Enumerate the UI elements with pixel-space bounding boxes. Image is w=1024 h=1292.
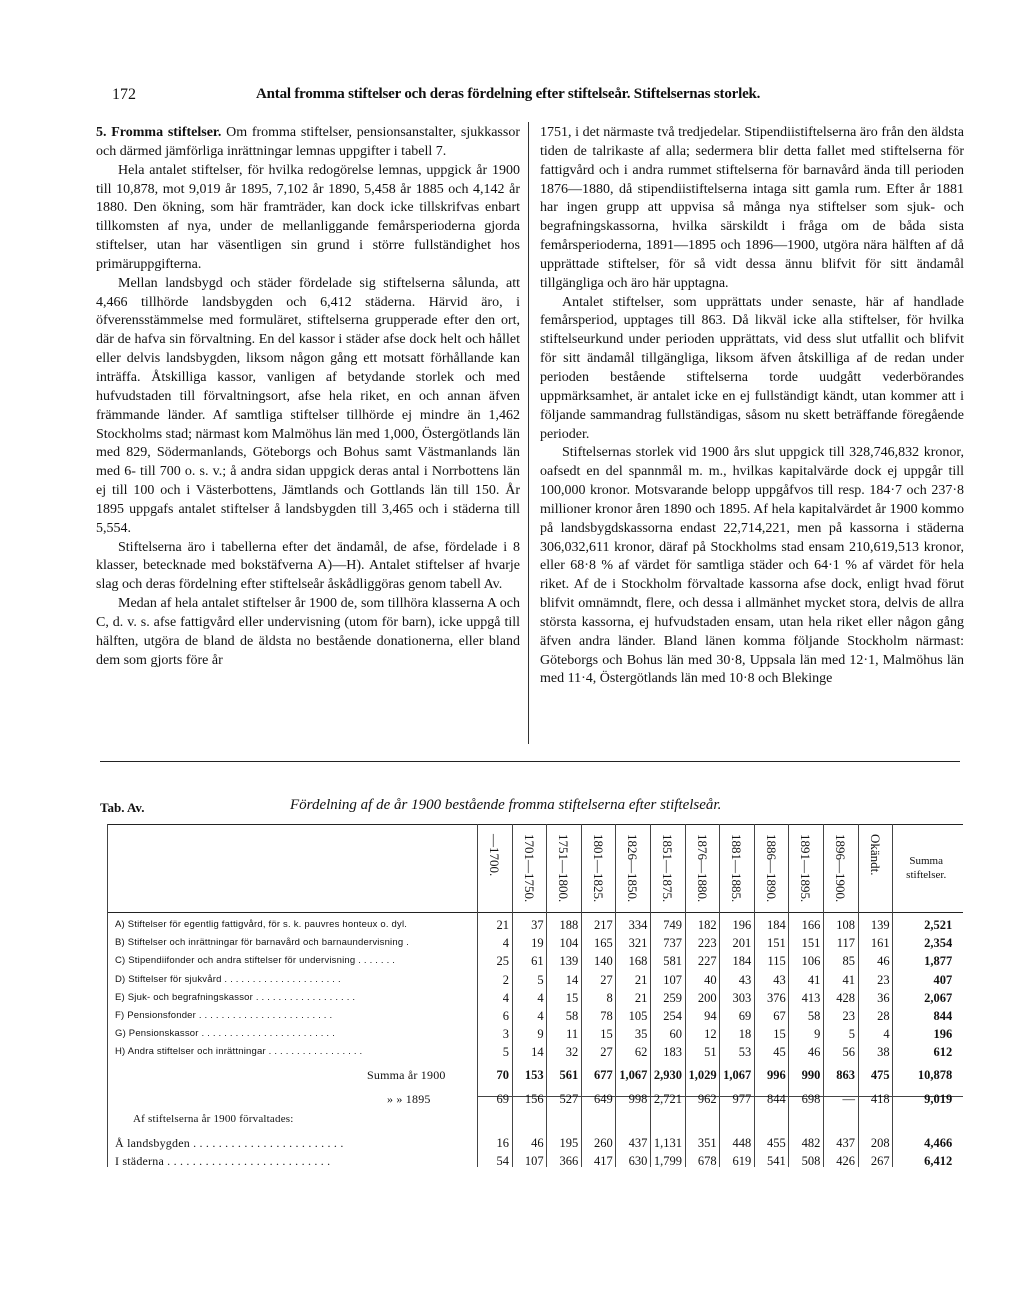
table-row [97, 971, 963, 989]
admin-header-row [97, 1110, 963, 1128]
table-cell: 43 [738, 972, 752, 987]
table-cell: 4 [502, 990, 509, 1005]
left-paragraph-3: Mellan landsbygd och städer fördelade sig stiftelserna sålunda, att 4,466 tillhörde landsbygden och 6,412 städerna. Härvid äro, i öfverensstämmelse med formuläret, stiftelserna grupperade efter den ort, där de hafva sin förvaltning. En del kassor i städer afse dock helt och hållet eller delvis landsbygden, liksom någon gång ett motsatt förhållande kan inträffa. Åtskilliga kassor, vanligen af betydande storlek och med hufvudstaden till förvaltningsort, afse hela riket, en och annan äfven främmande länder. Af samtliga stiftelser tillhörde ej mindre än 1,462 Stockholms stad; närmast kom Malmöhus län med 1,000, Östergötlands län med 829, Södermanlands, Göteborgs och Bohus samt Västmanlands län med 6- till 700 o. s. v.; å andra sidan uppgick deras antal i Norrbottens län ej till 100 och i Västerbottens, Jämtlands och Gottlands län till 150. År 1895 uppgafs antalet stiftelser å landsbygden till 3,465 och i städerna till 5,554. [96, 275, 520, 536]
column-divider [528, 122, 529, 744]
row-label: B) Stiftelser och inrättningar för barnavård och barnaundervisning . [115, 937, 410, 949]
table-cell: 351 [697, 1136, 717, 1150]
table-cell: 15 [600, 1027, 613, 1042]
table-cell: 678 [697, 1154, 717, 1168]
table-cell: 4 [883, 1027, 890, 1042]
table-cell: 23 [877, 972, 890, 987]
table-cell: 303 [732, 990, 752, 1005]
year-column-label: 1881—1885. [729, 834, 745, 903]
table-cell: 649 [594, 1092, 613, 1106]
table-cell: 698 [801, 1092, 821, 1106]
table-cell: 46 [807, 1045, 821, 1060]
table-cell: 58 [565, 1009, 579, 1023]
table-cell: 366 [559, 1154, 579, 1168]
year-column-header [547, 832, 579, 908]
table-cell: 8 [606, 990, 613, 1005]
table-cell: 1,799 [653, 1154, 682, 1168]
sum-cell: 10,878 [917, 1068, 953, 1082]
left-paragraph-4: Stiftelserna äro i tabellerna efter det ändamål, de afse, fördelade i 8 klasser, betecknade med bokstäfverna A)—H). Antalet stiftelser af hvarje slag och deras fördelning efter stiftelseår åskådliggöras genom tabell Av. [96, 539, 520, 593]
table-cell: 448 [732, 1136, 752, 1150]
table-cell: 2 [502, 972, 509, 987]
table-cell: 5 [502, 1045, 509, 1060]
table-cell: 161 [870, 936, 890, 951]
left-p1-text: Om fromma stiftelser, pensionsanstalter, sjukkassor och därmed jämförliga inrättningar lemnas uppgifter i tabell 7. [96, 125, 520, 159]
sum-cell: 2,521 [924, 918, 953, 932]
table-cell: 527 [559, 1092, 579, 1106]
table-cell: 21 [634, 972, 648, 987]
year-column-header [686, 832, 718, 908]
table-caption: Fördelning af de år 1900 bestående fromma stiftelserna efter stiftelseår. [290, 797, 722, 813]
table-cell: 1,067 [619, 1068, 648, 1082]
section-title: 5. Fromma stiftelser. [96, 125, 222, 140]
table-cell: 3 [502, 1027, 509, 1042]
table-cell: 107 [663, 972, 682, 987]
table-cell: 56 [842, 1045, 855, 1060]
table-row [97, 1043, 963, 1061]
table-cell: 28 [877, 1009, 890, 1023]
table-cell: 9 [814, 1027, 821, 1042]
table-cell: 737 [663, 936, 682, 951]
row-label: E) Sjuk- och begrafningskassor . . . . . . . . . . . . . . . . . . [115, 991, 356, 1003]
table-row [97, 1007, 963, 1025]
table-cell: 60 [669, 1027, 682, 1042]
table-cell: 619 [732, 1154, 752, 1168]
table-cell: 41 [807, 972, 821, 987]
table-cell: 223 [697, 936, 717, 951]
table-cell: 1,067 [723, 1068, 752, 1082]
summa-1900-row [97, 1066, 963, 1084]
right-paragraph-1: 1751, i det närmaste två tredjedelar. Stipendiistiftelserna äro från den äldsta tiden de talrikaste af alla; sedermera blir detta fallet med stiftelserna för fattigvård och i andra rummet stiftelserna för barnavård ända till perioden 1876—1880, då stipendiistiftelserna intaga sitt gamla rum. Efter år 1881 har ingen grupp att uppvisa så många nya stiftelser som sjuk- och begrafningskassorna, hvilka särskildt i fråga om de båda sista femårsperioderna, 1891—1895 och 1896—1900, utgöra nära hälften af då upprättade stiftelser, för så vidt dessa ännu blifvit för sitt ändamål tillgängliga och äro här upptagna. [540, 125, 964, 291]
table-cell: 475 [870, 1068, 890, 1082]
table-cell: 183 [663, 1045, 682, 1060]
table-cell: 105 [628, 1009, 648, 1023]
table-cell: 188 [559, 918, 579, 932]
table-cell: 35 [634, 1027, 648, 1042]
sum-cell: 612 [933, 1045, 953, 1060]
table-cell: 11 [566, 1027, 579, 1042]
year-column-header [616, 832, 648, 908]
table-cell: 139 [870, 918, 890, 932]
sum-cell: 2,354 [924, 936, 953, 951]
year-column-header [720, 832, 752, 908]
table-cell: 863 [836, 1068, 855, 1082]
table-cell: 561 [559, 1068, 579, 1082]
year-column-header [651, 832, 683, 908]
table-cell: 16 [496, 1136, 509, 1150]
table-cell: 165 [594, 936, 613, 951]
sum-cell: 2,067 [924, 990, 953, 1005]
table-cell: 25 [496, 954, 509, 969]
table-cell: 15 [565, 990, 579, 1005]
staderna-row [97, 1152, 963, 1170]
table-cell: 51 [704, 1045, 717, 1060]
table-cell: 151 [801, 936, 821, 951]
table-cell: 581 [663, 954, 682, 969]
table-cell: 259 [663, 990, 682, 1005]
table-cell: 844 [767, 1092, 786, 1106]
table-cell: 78 [600, 1009, 613, 1023]
table-cell: 15 [773, 1027, 786, 1042]
table-cell: 94 [704, 1009, 717, 1023]
row-label: D) Stiftelser för sjukvård . . . . . . . . . . . . . . . . . . . . . [115, 973, 341, 985]
table-cell: 677 [594, 1068, 613, 1082]
page-header [112, 86, 944, 110]
table-cell: 40 [704, 972, 717, 987]
table-cell: 990 [801, 1068, 821, 1082]
table-cell: 418 [870, 1092, 890, 1106]
table-cell: 108 [836, 918, 855, 932]
summa-1895-row [97, 1090, 963, 1108]
table-cell: 996 [767, 1068, 786, 1082]
sum-column-header: Summa stiftelser. [906, 855, 947, 881]
table-cell: 23 [842, 1009, 855, 1023]
row-label: » » 1895 [387, 1092, 431, 1106]
table-cell: 413 [801, 990, 821, 1005]
table-cell: 18 [738, 1027, 752, 1042]
row-label: F) Pensionsfonder . . . . . . . . . . . . . . . . . . . . . . . . [115, 1010, 333, 1021]
table-cell: 334 [628, 918, 648, 932]
table-cell: 153 [524, 1068, 544, 1082]
landsbygden-row [97, 1134, 963, 1152]
row-label: Summa år 1900 [367, 1068, 446, 1082]
table-cell: 1,029 [688, 1068, 717, 1082]
table-row [97, 952, 963, 970]
table-cell: 2,721 [653, 1092, 682, 1106]
table-label: Tab. Av. [100, 800, 145, 815]
sum-cell: 196 [933, 1027, 953, 1042]
left-paragraph-5: Medan af hela antalet stiftelser år 1900 de, som tillhöra klasserna A och C, d. v. s. afse fattigvård eller undervisning (utom för barn), icke uppgå till hälften, utgöra de bland de äldsta no bestående donationerna, eller bland dem som gjorts före år [96, 596, 520, 668]
table-cell: 630 [628, 1154, 648, 1168]
year-column-header [824, 832, 856, 908]
year-column-label: 1876—1880. [694, 834, 710, 903]
right-column [540, 124, 964, 689]
table-cell: 260 [594, 1136, 613, 1150]
row-label: G) Pensionskassor . . . . . . . . . . . . . . . . . . . . . . . . [115, 1028, 335, 1040]
table-cell: 107 [524, 1154, 544, 1168]
table-cell: 217 [594, 918, 613, 932]
table-cell: 4 [537, 1009, 544, 1023]
table-row [97, 916, 963, 934]
row-label: H) Andra stiftelser och inrättningar . . . . . . . . . . . . . . . . . [115, 1046, 363, 1058]
table-cell: 254 [663, 1009, 682, 1023]
table-cell: 977 [732, 1092, 752, 1106]
table-cell: 417 [594, 1154, 613, 1168]
table-cell: 38 [877, 1045, 890, 1060]
table-cell: 45 [773, 1045, 786, 1060]
year-column-header [582, 832, 614, 908]
table-cell: 1,131 [653, 1136, 682, 1150]
year-column-label: 1826—1850. [625, 834, 641, 903]
table-cell: 182 [697, 918, 717, 932]
table-cell: 4 [502, 936, 509, 951]
year-column-label: 1886—1890. [763, 834, 779, 903]
year-column-label: 1896—1900. [833, 834, 848, 903]
table-cell: 227 [697, 954, 717, 969]
table-cell: 106 [801, 954, 821, 969]
table-cell: 43 [773, 972, 786, 987]
table-cell: 9 [537, 1027, 544, 1042]
table-cell: 5 [848, 1027, 855, 1042]
table-cell: 5 [537, 972, 544, 987]
year-column-label: 1891—1895. [798, 834, 814, 903]
table-row [97, 1025, 963, 1043]
table-cell: 482 [801, 1136, 821, 1150]
year-column-header [789, 832, 821, 908]
table-cell: 62 [634, 1045, 648, 1060]
table-cell: 962 [697, 1092, 717, 1106]
table-header-rule [107, 912, 963, 913]
table-cell: 117 [836, 936, 855, 951]
table-cell: 428 [836, 990, 855, 1005]
table-top-rule [107, 824, 963, 825]
table-cell: 541 [767, 1154, 786, 1168]
sum-cell: 407 [933, 972, 953, 987]
table-cell: 27 [600, 1045, 613, 1060]
table-cell: 67 [773, 1009, 786, 1023]
table-row [97, 934, 963, 952]
table-cell: 267 [870, 1154, 890, 1168]
row-label: C) Stipendiifonder och andra stiftelser för undervisning . . . . . . . [115, 955, 396, 967]
table-cell: 46 [877, 954, 890, 969]
table-cell: 53 [738, 1045, 752, 1060]
running-title: Antal fromma stiftelser och deras fördelning efter stiftelseår. Stiftelsernas storlek. [256, 86, 761, 102]
table-cell: 184 [732, 954, 752, 969]
table-cell: 437 [628, 1136, 648, 1150]
table-cell: 46 [531, 1136, 544, 1150]
table-cell: 58 [807, 1009, 821, 1023]
table-cell: 104 [559, 936, 579, 951]
table-cell: 200 [697, 990, 717, 1005]
table-cell: 140 [594, 954, 613, 969]
table-cell: 19 [531, 936, 544, 951]
row-label: A) Stiftelser för egentlig fattigvård, för s. k. pauvres honteux o. dyl. [115, 919, 408, 930]
year-column-label: 1801—1825. [590, 834, 606, 903]
year-column-header [755, 832, 787, 908]
table-cell: 426 [836, 1154, 855, 1168]
distribution-table [97, 824, 963, 1174]
table-cell: 14 [531, 1045, 544, 1060]
year-column-label: 1751—1800. [556, 834, 572, 903]
year-column-header [513, 832, 545, 908]
table-cell: 749 [663, 918, 682, 932]
table-row [97, 989, 963, 1007]
sum-cell: 9,019 [924, 1092, 953, 1106]
table-cell: 201 [732, 936, 752, 951]
page-number: 172 [112, 86, 136, 103]
year-column-label: 1851—1875. [660, 834, 675, 903]
table-cell: 196 [732, 918, 752, 932]
table-cell: 54 [496, 1154, 509, 1168]
table-cell: 208 [870, 1136, 890, 1150]
table-cell: 4 [537, 990, 544, 1005]
row-label: Å landsbygden . . . . . . . . . . . . . . . . . . . . . . . . [115, 1136, 344, 1150]
year-column-label: 1701—1750. [521, 834, 537, 903]
sum-cell: 844 [933, 1009, 953, 1023]
row-label: I städerna . . . . . . . . . . . . . . . . . . . . . . . . . . [115, 1154, 331, 1168]
right-paragraph-2: Antalet stiftelser, som upprättats under senaste, här af handlade femårsperiod, upptages till 863. Då likväl icke alla stiftelser, för hvilka stiftelseurkund under perioden upprättats, vid dess slut utfallit och blifvit för sitt ändamål tillgängliga, liksom äfven åtskilliga af de redan under perioden bestående stiftelserna torde uudgått vederbörandes uppmärksamhet, är antalet icke en ej fullständigt kändt, utan kommer att i följande sammandrag fullständigas, såsom nu skett beträffande föregående perioder. [540, 294, 964, 442]
table-cell: 21 [634, 990, 648, 1005]
year-column-label: Okändt. [867, 834, 883, 876]
table-cell: 61 [531, 954, 544, 969]
table-cell: 156 [524, 1092, 544, 1106]
table-cell: 195 [559, 1136, 579, 1150]
table-cell: 508 [801, 1154, 821, 1168]
sum-cell: 1,877 [924, 954, 953, 969]
table-cell: 184 [767, 918, 786, 932]
table-cell: 69 [496, 1092, 509, 1106]
table-cell: 321 [628, 936, 648, 951]
table-cell: 998 [628, 1092, 648, 1106]
table-cell: 21 [496, 918, 509, 932]
sum-cell: 4,466 [924, 1136, 953, 1150]
table-cell: 12 [704, 1027, 717, 1042]
table-cell: 37 [531, 918, 544, 932]
table-cell: 115 [767, 954, 786, 969]
left-paragraph-2: Hela antalet stiftelser, för hvilka redogörelse lemnas, uppgick år 1900 till 10,878, mot 9,019 år 1895, 7,102 år 1890, 5,458 år 1885 och 4,142 år 1880. Den ökning, som här framträder, kan dock icke tillskrifvas enbart tillkomsten af nya, under de mellanliggande femårsperioderna gjorda stiftelser, utan har väsentligen sin grund i större fullständighet hos primäruppgifterna. [96, 162, 520, 272]
table-cell: 36 [877, 990, 890, 1005]
table-cell: 70 [496, 1068, 509, 1082]
table-cell: 139 [559, 954, 579, 969]
year-column-header [859, 832, 891, 908]
table-cell: 27 [600, 972, 613, 987]
table-cell: 2,930 [653, 1068, 682, 1082]
left-column [96, 124, 520, 670]
admin-header: Af stiftelserna år 1900 förvaltades: [133, 1113, 294, 1125]
sum-cell: 6,412 [924, 1154, 953, 1168]
right-paragraph-3: Stiftelsernas storlek vid 1900 års slut uppgick till 328,746,832 kronor, oafsedt en del spannmål m. m., hvilkas kapitalvärde dock ej uppgår till 100,000 kronor. Motsvarande belopp uppgåfvos till resp. 184·7 och 237·8 millioner kronor åren 1890 och 1895. Af hela kapitalvärdet år 1900 kommo på landsbygdskassorna endast 22,714,221, men på kassorna i städerna 306,032,611 kronor, däraf på Stockholms stad ensam 210,619,513 kronor, eller 68·8 % af värdet för samtliga städer och 64·1 % af värdet för hela riket. Af de i Stockholm förvaltade kassorna afse dock, enligt hvad förut blifvit omnämndt, flere, och dessa i allmänhet mycket stora, delvis de allra största kassorna, ej hufvudstaden ensam, utan hela riket eller någon gång äfven andra länder. Bland länen komma följande Stockholm närmast: Göteborgs och Bohus län med 30·8, Uppsala län med 12·1, Malmöhus län med 11·4, Östergötlands län med 10·8 och Blekinge [540, 445, 964, 687]
table-cell: 376 [767, 990, 786, 1005]
table-cell: 166 [801, 918, 821, 932]
table-cell: 14 [565, 972, 579, 987]
table-cell: 32 [565, 1045, 579, 1060]
section-separator [100, 761, 960, 762]
left-paragraph-1 [96, 124, 520, 162]
year-column-header [478, 832, 510, 908]
table-cell: 69 [738, 1009, 752, 1023]
table-cell: 85 [842, 954, 855, 969]
table-cell: 168 [628, 954, 648, 969]
table-cell: 151 [767, 936, 786, 951]
table-cell: 437 [836, 1136, 855, 1150]
table-cell: 41 [842, 972, 855, 987]
table-cell: 455 [767, 1136, 786, 1150]
year-column-label: —1700. [487, 834, 502, 877]
table-cell: 6 [502, 1009, 509, 1023]
table-cell: — [842, 1092, 855, 1106]
